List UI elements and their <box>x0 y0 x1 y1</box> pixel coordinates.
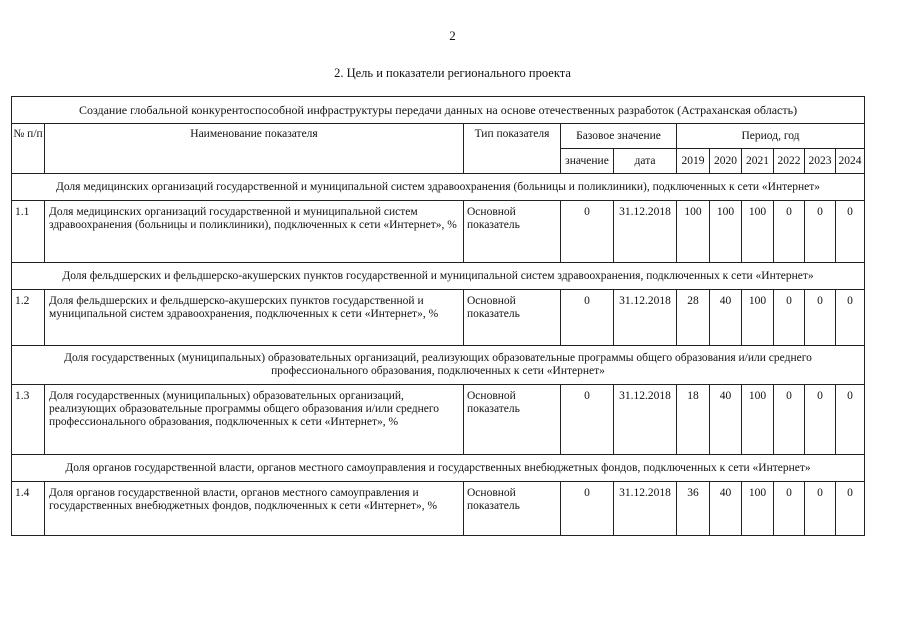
header-base: Базовое значение <box>561 124 677 149</box>
table-row <box>12 201 865 263</box>
row-type: Основной показатель <box>464 385 561 455</box>
header-year: 2020 <box>710 149 742 174</box>
header-type: Тип показателя <box>464 124 561 174</box>
row-num: 1.2 <box>12 290 45 346</box>
row-name: Доля медицинских организаций государственной и муниципальной систем здравоохранения (больницы и поликлиники), подключенных к сети «Интернет», % <box>45 201 464 263</box>
row-base-value: 0 <box>561 482 614 536</box>
row-year-value: 0 <box>836 201 865 263</box>
row-year-value: 40 <box>710 482 742 536</box>
row-year-value: 0 <box>805 201 836 263</box>
row-base-date: 31.12.2018 <box>614 482 677 536</box>
row-type: Основной показатель <box>464 482 561 536</box>
header-year: 2022 <box>774 149 805 174</box>
row-year-value: 0 <box>774 201 805 263</box>
row-year-value: 0 <box>805 290 836 346</box>
row-type: Основной показатель <box>464 290 561 346</box>
row-year-value: 100 <box>742 290 774 346</box>
row-year-value: 0 <box>805 385 836 455</box>
row-name: Доля органов государственной власти, органов местного самоуправления и государственных внебюджетных фондов, подключенных к сети «Интернет», % <box>45 482 464 536</box>
row-num: 1.1 <box>12 201 45 263</box>
row-year-value: 36 <box>677 482 710 536</box>
row-name: Доля фельдшерских и фельдшерско-акушерских пунктов государственной и муниципальной систем здравоохранения, подключенных к сети «Интернет», % <box>45 290 464 346</box>
group-title: Доля государственных (муниципальных) образовательных организаций, реализующих образовательные программы общего образования и/или среднего профессионального образования, подключенных к сети «Интернет» <box>12 346 865 385</box>
row-year-value: 18 <box>677 385 710 455</box>
indicators-table <box>11 96 865 536</box>
row-base-value: 0 <box>561 201 614 263</box>
row-base-value: 0 <box>561 385 614 455</box>
row-type: Основной показатель <box>464 201 561 263</box>
table-row <box>12 482 865 536</box>
row-year-value: 0 <box>836 482 865 536</box>
table-row <box>12 290 865 346</box>
row-year-value: 0 <box>836 385 865 455</box>
row-year-value: 100 <box>742 385 774 455</box>
row-year-value: 40 <box>710 385 742 455</box>
row-year-value: 100 <box>677 201 710 263</box>
row-year-value: 0 <box>774 385 805 455</box>
row-year-value: 28 <box>677 290 710 346</box>
table-title: Создание глобальной конкурентоспособной инфраструктуры передачи данных на основе отечественных разработок (Астраханская область) <box>12 97 865 124</box>
header-year: 2019 <box>677 149 710 174</box>
table-row <box>12 385 865 455</box>
section-title: 2. Цель и показатели регионального проекта <box>334 66 571 80</box>
row-num: 1.3 <box>12 385 45 455</box>
row-base-date: 31.12.2018 <box>614 290 677 346</box>
row-year-value: 40 <box>710 290 742 346</box>
group-title: Доля фельдшерских и фельдшерско-акушерских пунктов государственной и муниципальной систем здравоохранения, подключенных к сети «Интернет» <box>12 263 865 290</box>
row-year-value: 0 <box>774 290 805 346</box>
row-year-value: 0 <box>774 482 805 536</box>
row-num: 1.4 <box>12 482 45 536</box>
row-base-date: 31.12.2018 <box>614 385 677 455</box>
row-base-value: 0 <box>561 290 614 346</box>
row-year-value: 100 <box>710 201 742 263</box>
row-year-value: 100 <box>742 201 774 263</box>
header-name: Наименование показателя <box>45 124 464 174</box>
row-year-value: 0 <box>805 482 836 536</box>
group-title: Доля органов государственной власти, органов местного самоуправления и государственных внебюджетных фондов, подключенных к сети «Интернет» <box>12 455 865 482</box>
header-base-value: значение <box>561 149 614 174</box>
header-num: № п/п <box>12 124 45 174</box>
row-year-value: 0 <box>836 290 865 346</box>
row-base-date: 31.12.2018 <box>614 201 677 263</box>
header-year: 2024 <box>836 149 865 174</box>
row-name: Доля государственных (муниципальных) образовательных организаций, реализующих образовательные программы общего образования и/или среднего профессионального образования, подключенных к сети «Интернет», % <box>45 385 464 455</box>
header-base-date: дата <box>614 149 677 174</box>
header-period: Период, год <box>677 124 865 149</box>
group-title: Доля медицинских организаций государственной и муниципальной систем здравоохранения (больницы и поликлиники), подключенных к сети «Интернет» <box>12 174 865 201</box>
header-year: 2023 <box>805 149 836 174</box>
header-year: 2021 <box>742 149 774 174</box>
row-year-value: 100 <box>742 482 774 536</box>
page-number: 2 <box>449 28 456 43</box>
